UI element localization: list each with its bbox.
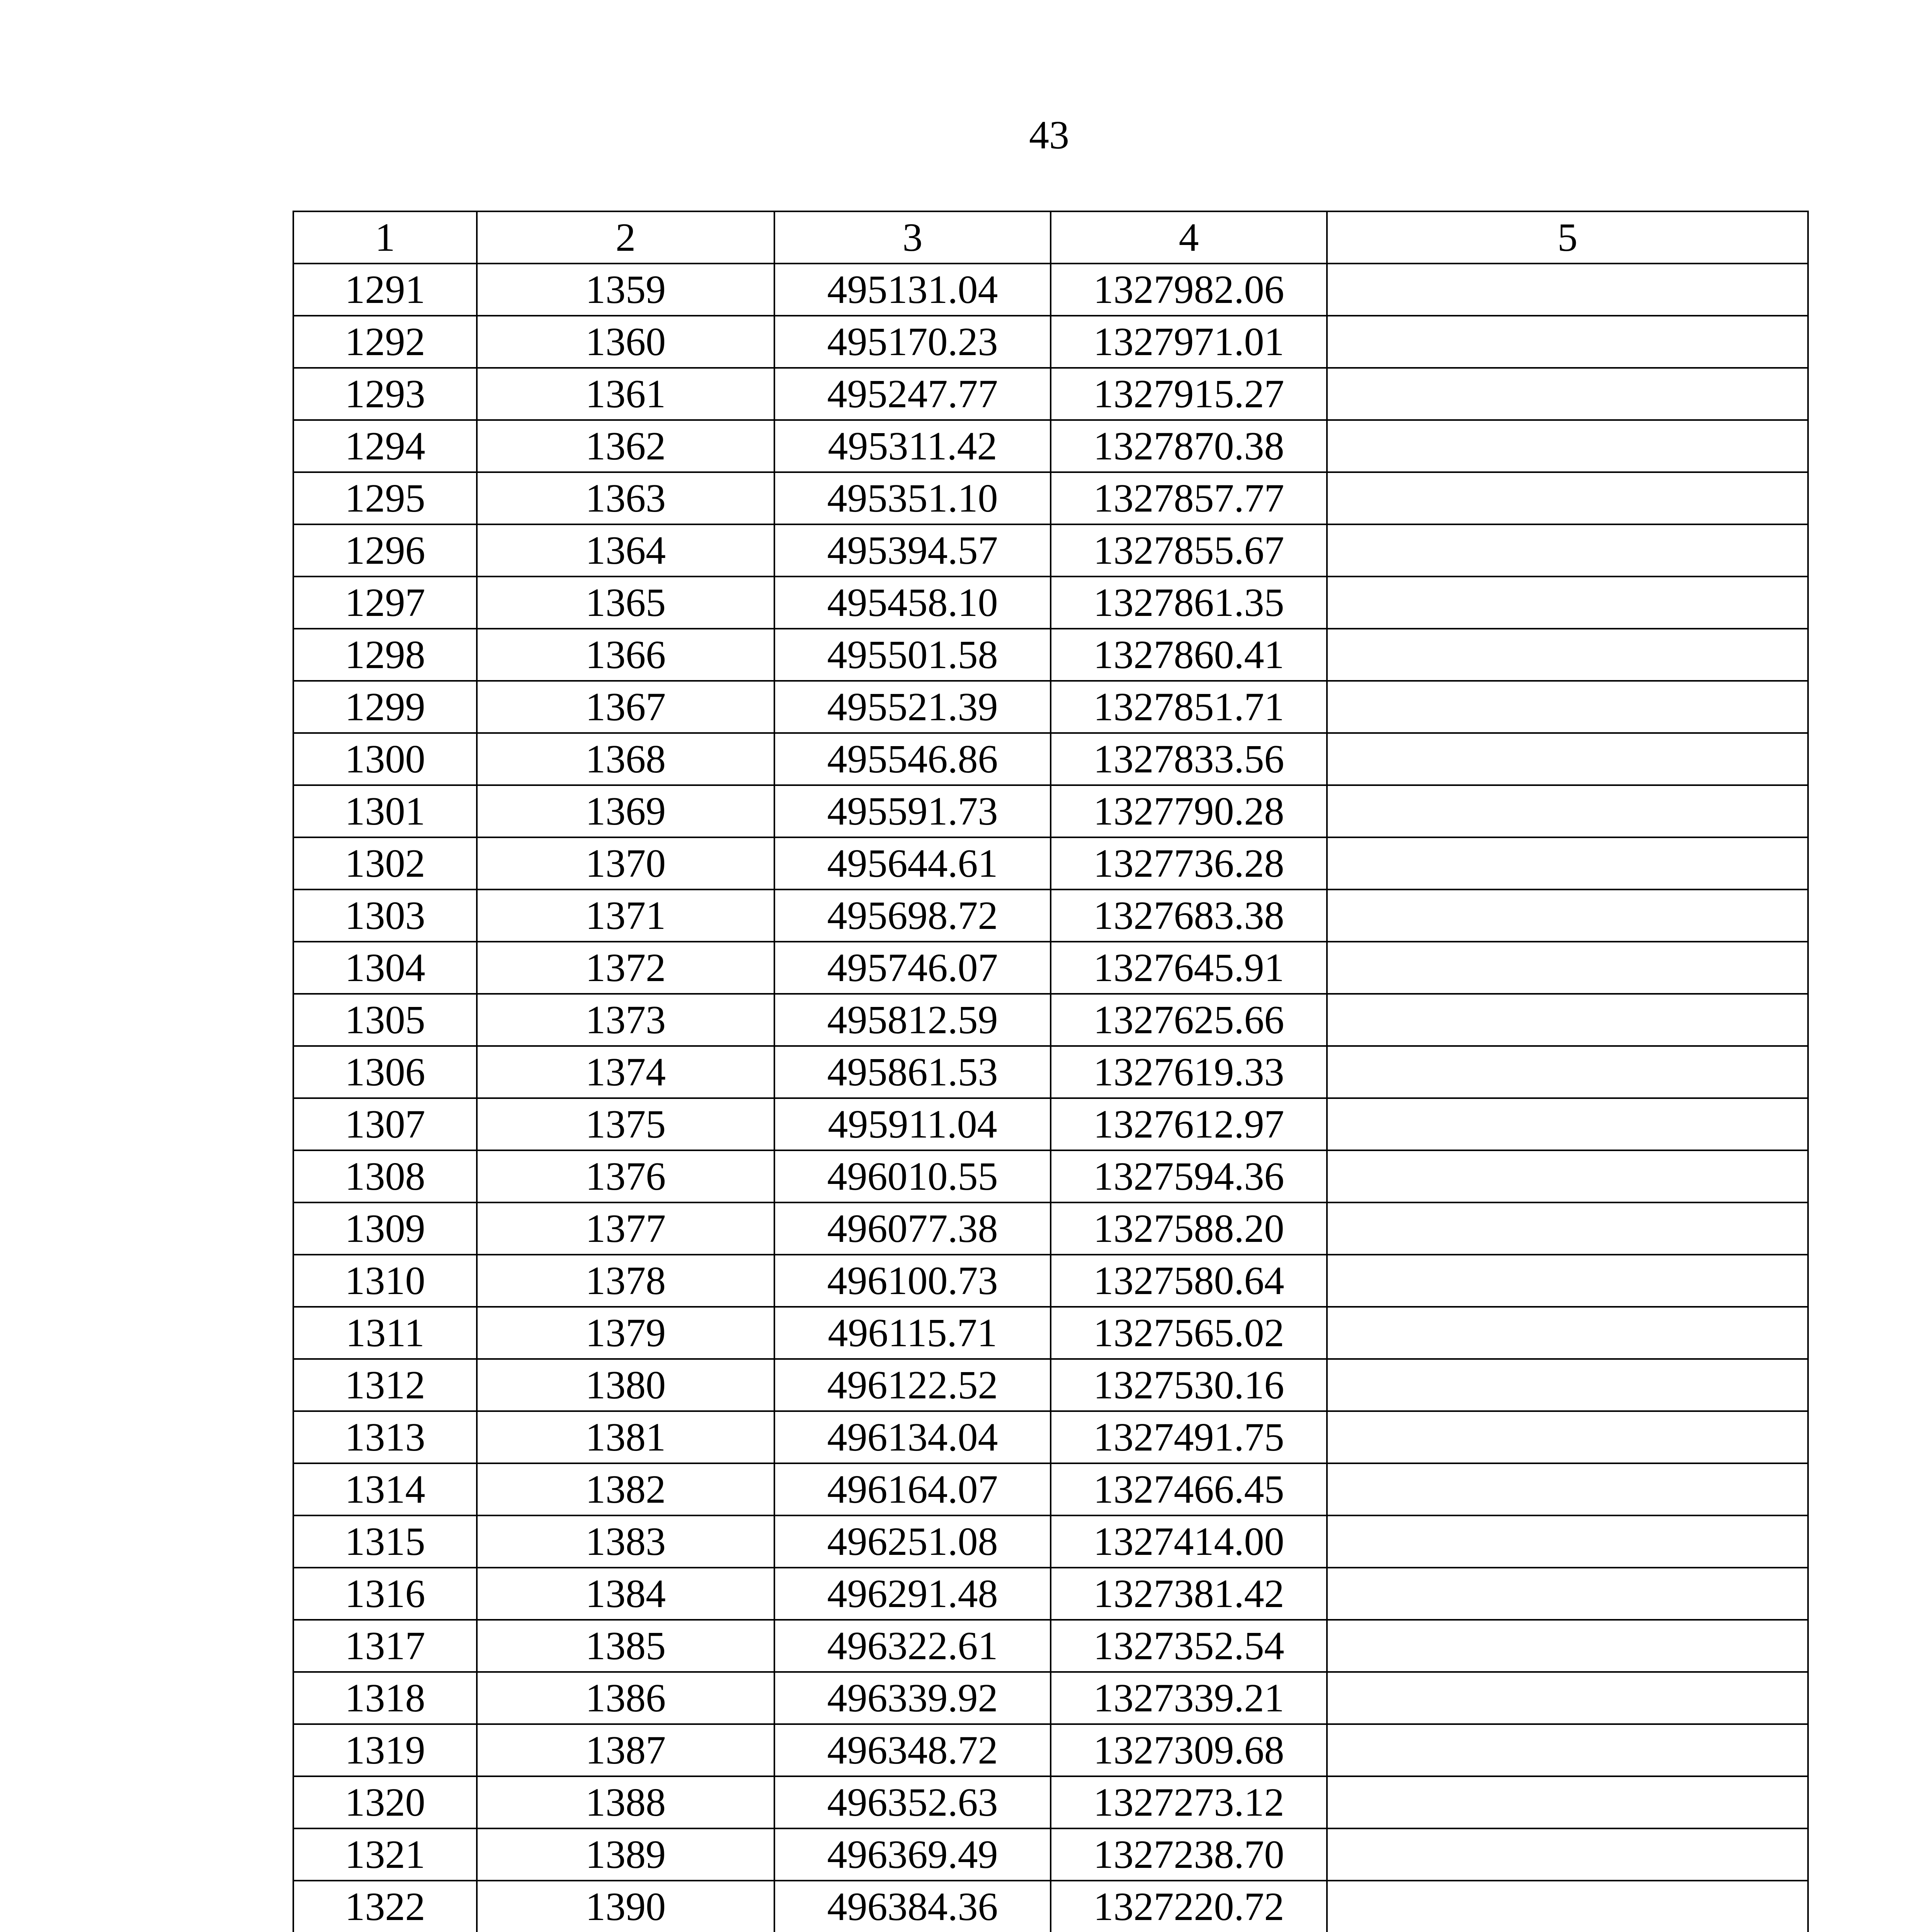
point-number-cell: 1291	[293, 264, 477, 316]
note-cell	[1327, 1202, 1808, 1255]
note-cell	[1327, 420, 1808, 472]
header-cell-4: 4	[1051, 211, 1327, 264]
note-cell	[1327, 1307, 1808, 1359]
table-row	[293, 1307, 1808, 1359]
note-cell	[1327, 1150, 1808, 1202]
point-number-cell: 1293	[293, 368, 477, 420]
sequence-number-cell: 1362	[477, 420, 774, 472]
sequence-number-cell: 1389	[477, 1828, 774, 1881]
x-coordinate-cell: 495458.10	[774, 577, 1051, 629]
note-cell	[1327, 629, 1808, 681]
sequence-number-cell: 1374	[477, 1046, 774, 1098]
note-cell	[1327, 1098, 1808, 1150]
table-row	[293, 681, 1808, 733]
table-row	[293, 1202, 1808, 1255]
sequence-number-cell: 1371	[477, 889, 774, 942]
y-coordinate-cell: 1327860.41	[1051, 629, 1327, 681]
header-cell-2: 2	[477, 211, 774, 264]
table-row	[293, 1568, 1808, 1620]
x-coordinate-cell: 495861.53	[774, 1046, 1051, 1098]
sequence-number-cell: 1363	[477, 472, 774, 524]
x-coordinate-cell: 495351.10	[774, 472, 1051, 524]
x-coordinate-cell: 495394.57	[774, 524, 1051, 577]
table-row	[293, 837, 1808, 889]
point-number-cell: 1320	[293, 1776, 477, 1828]
table-row	[293, 994, 1808, 1046]
table-row	[293, 1150, 1808, 1202]
x-coordinate-cell: 496384.36	[774, 1881, 1051, 1932]
table-row	[293, 1463, 1808, 1515]
x-coordinate-cell: 495546.86	[774, 733, 1051, 785]
y-coordinate-cell: 1327530.16	[1051, 1359, 1327, 1411]
y-coordinate-cell: 1327612.97	[1051, 1098, 1327, 1150]
y-coordinate-cell: 1327594.36	[1051, 1150, 1327, 1202]
note-cell	[1327, 1724, 1808, 1776]
table-row	[293, 1828, 1808, 1881]
table-row	[293, 1098, 1808, 1150]
x-coordinate-cell: 495698.72	[774, 889, 1051, 942]
y-coordinate-cell: 1327851.71	[1051, 681, 1327, 733]
y-coordinate-cell: 1327625.66	[1051, 994, 1327, 1046]
note-cell	[1327, 1881, 1808, 1932]
sequence-number-cell: 1364	[477, 524, 774, 577]
note-cell	[1327, 1359, 1808, 1411]
note-cell	[1327, 681, 1808, 733]
point-number-cell: 1305	[293, 994, 477, 1046]
note-cell	[1327, 368, 1808, 420]
table-row	[293, 1672, 1808, 1724]
table-row	[293, 1255, 1808, 1307]
sequence-number-cell: 1366	[477, 629, 774, 681]
sequence-number-cell: 1378	[477, 1255, 774, 1307]
x-coordinate-cell: 496339.92	[774, 1672, 1051, 1724]
sequence-number-cell: 1382	[477, 1463, 774, 1515]
y-coordinate-cell: 1327971.01	[1051, 316, 1327, 368]
point-number-cell: 1296	[293, 524, 477, 577]
sequence-number-cell: 1360	[477, 316, 774, 368]
sequence-number-cell: 1379	[477, 1307, 774, 1359]
table-row	[293, 629, 1808, 681]
x-coordinate-cell: 496100.73	[774, 1255, 1051, 1307]
x-coordinate-cell: 495501.58	[774, 629, 1051, 681]
coordinates-table	[293, 211, 1809, 1932]
x-coordinate-cell: 496115.71	[774, 1307, 1051, 1359]
point-number-cell: 1316	[293, 1568, 477, 1620]
point-number-cell: 1318	[293, 1672, 477, 1724]
y-coordinate-cell: 1327790.28	[1051, 785, 1327, 837]
note-cell	[1327, 733, 1808, 785]
point-number-cell: 1317	[293, 1620, 477, 1672]
y-coordinate-cell: 1327855.67	[1051, 524, 1327, 577]
y-coordinate-cell: 1327238.70	[1051, 1828, 1327, 1881]
sequence-number-cell: 1383	[477, 1515, 774, 1568]
point-number-cell: 1311	[293, 1307, 477, 1359]
table-row	[293, 524, 1808, 577]
point-number-cell: 1307	[293, 1098, 477, 1150]
table-row	[293, 420, 1808, 472]
header-cell-3: 3	[774, 211, 1051, 264]
table-row	[293, 1881, 1808, 1932]
x-coordinate-cell: 495311.42	[774, 420, 1051, 472]
x-coordinate-cell: 495521.39	[774, 681, 1051, 733]
point-number-cell: 1306	[293, 1046, 477, 1098]
y-coordinate-cell: 1327645.91	[1051, 942, 1327, 994]
y-coordinate-cell: 1327466.45	[1051, 1463, 1327, 1515]
note-cell	[1327, 1255, 1808, 1307]
x-coordinate-cell: 495591.73	[774, 785, 1051, 837]
x-coordinate-cell: 496369.49	[774, 1828, 1051, 1881]
y-coordinate-cell: 1327352.54	[1051, 1620, 1327, 1672]
note-cell	[1327, 577, 1808, 629]
note-cell	[1327, 994, 1808, 1046]
point-number-cell: 1303	[293, 889, 477, 942]
point-number-cell: 1314	[293, 1463, 477, 1515]
note-cell	[1327, 1515, 1808, 1568]
point-number-cell: 1297	[293, 577, 477, 629]
point-number-cell: 1301	[293, 785, 477, 837]
table-row	[293, 264, 1808, 316]
sequence-number-cell: 1380	[477, 1359, 774, 1411]
x-coordinate-cell: 496251.08	[774, 1515, 1051, 1568]
sequence-number-cell: 1369	[477, 785, 774, 837]
y-coordinate-cell: 1327491.75	[1051, 1411, 1327, 1463]
x-coordinate-cell: 495911.04	[774, 1098, 1051, 1150]
sequence-number-cell: 1373	[477, 994, 774, 1046]
header-cell-1: 1	[293, 211, 477, 264]
point-number-cell: 1294	[293, 420, 477, 472]
point-number-cell: 1298	[293, 629, 477, 681]
note-cell	[1327, 785, 1808, 837]
sequence-number-cell: 1388	[477, 1776, 774, 1828]
y-coordinate-cell: 1327220.72	[1051, 1881, 1327, 1932]
x-coordinate-cell: 496348.72	[774, 1724, 1051, 1776]
x-coordinate-cell: 496077.38	[774, 1202, 1051, 1255]
x-coordinate-cell: 495746.07	[774, 942, 1051, 994]
sequence-number-cell: 1381	[477, 1411, 774, 1463]
y-coordinate-cell: 1327982.06	[1051, 264, 1327, 316]
table-row	[293, 1411, 1808, 1463]
note-cell	[1327, 1411, 1808, 1463]
point-number-cell: 1292	[293, 316, 477, 368]
y-coordinate-cell: 1327915.27	[1051, 368, 1327, 420]
table-row	[293, 1515, 1808, 1568]
x-coordinate-cell: 496164.07	[774, 1463, 1051, 1515]
point-number-cell: 1322	[293, 1881, 477, 1932]
sequence-number-cell: 1368	[477, 733, 774, 785]
y-coordinate-cell: 1327309.68	[1051, 1724, 1327, 1776]
note-cell	[1327, 1568, 1808, 1620]
table-row	[293, 1620, 1808, 1672]
x-coordinate-cell: 496352.63	[774, 1776, 1051, 1828]
point-number-cell: 1308	[293, 1150, 477, 1202]
sequence-number-cell: 1377	[477, 1202, 774, 1255]
sequence-number-cell: 1370	[477, 837, 774, 889]
table-header-row	[293, 211, 1808, 264]
y-coordinate-cell: 1327857.77	[1051, 472, 1327, 524]
table-row	[293, 368, 1808, 420]
y-coordinate-cell: 1327736.28	[1051, 837, 1327, 889]
x-coordinate-cell: 495131.04	[774, 264, 1051, 316]
x-coordinate-cell: 496134.04	[774, 1411, 1051, 1463]
y-coordinate-cell: 1327833.56	[1051, 733, 1327, 785]
note-cell	[1327, 889, 1808, 942]
point-number-cell: 1319	[293, 1724, 477, 1776]
point-number-cell: 1300	[293, 733, 477, 785]
sequence-number-cell: 1365	[477, 577, 774, 629]
sequence-number-cell: 1385	[477, 1620, 774, 1672]
sequence-number-cell: 1359	[477, 264, 774, 316]
table-row	[293, 316, 1808, 368]
table-row	[293, 942, 1808, 994]
table-row	[293, 733, 1808, 785]
y-coordinate-cell: 1327339.21	[1051, 1672, 1327, 1724]
x-coordinate-cell: 495170.23	[774, 316, 1051, 368]
table-row	[293, 1724, 1808, 1776]
note-cell	[1327, 1463, 1808, 1515]
point-number-cell: 1315	[293, 1515, 477, 1568]
note-cell	[1327, 316, 1808, 368]
x-coordinate-cell: 495644.61	[774, 837, 1051, 889]
note-cell	[1327, 1620, 1808, 1672]
point-number-cell: 1304	[293, 942, 477, 994]
sequence-number-cell: 1367	[477, 681, 774, 733]
note-cell	[1327, 472, 1808, 524]
note-cell	[1327, 1776, 1808, 1828]
x-coordinate-cell: 495812.59	[774, 994, 1051, 1046]
y-coordinate-cell: 1327588.20	[1051, 1202, 1327, 1255]
point-number-cell: 1321	[293, 1828, 477, 1881]
point-number-cell: 1312	[293, 1359, 477, 1411]
table-row	[293, 472, 1808, 524]
sequence-number-cell: 1390	[477, 1881, 774, 1932]
y-coordinate-cell: 1327619.33	[1051, 1046, 1327, 1098]
y-coordinate-cell: 1327381.42	[1051, 1568, 1327, 1620]
x-coordinate-cell: 496010.55	[774, 1150, 1051, 1202]
y-coordinate-cell: 1327273.12	[1051, 1776, 1327, 1828]
y-coordinate-cell: 1327580.64	[1051, 1255, 1327, 1307]
x-coordinate-cell: 495247.77	[774, 368, 1051, 420]
y-coordinate-cell: 1327861.35	[1051, 577, 1327, 629]
note-cell	[1327, 524, 1808, 577]
sequence-number-cell: 1387	[477, 1724, 774, 1776]
x-coordinate-cell: 496291.48	[774, 1568, 1051, 1620]
sequence-number-cell: 1386	[477, 1672, 774, 1724]
note-cell	[1327, 1828, 1808, 1881]
note-cell	[1327, 837, 1808, 889]
x-coordinate-cell: 496322.61	[774, 1620, 1051, 1672]
table-row	[293, 1776, 1808, 1828]
header-cell-5: 5	[1327, 211, 1808, 264]
note-cell	[1327, 264, 1808, 316]
table-row	[293, 1359, 1808, 1411]
note-cell	[1327, 1046, 1808, 1098]
point-number-cell: 1295	[293, 472, 477, 524]
page-number: 43	[1029, 113, 1069, 157]
table-row	[293, 785, 1808, 837]
point-number-cell: 1313	[293, 1411, 477, 1463]
y-coordinate-cell: 1327565.02	[1051, 1307, 1327, 1359]
sequence-number-cell: 1376	[477, 1150, 774, 1202]
sequence-number-cell: 1372	[477, 942, 774, 994]
point-number-cell: 1309	[293, 1202, 477, 1255]
sequence-number-cell: 1375	[477, 1098, 774, 1150]
table-row	[293, 577, 1808, 629]
point-number-cell: 1299	[293, 681, 477, 733]
table-body	[293, 211, 1808, 1932]
x-coordinate-cell: 496122.52	[774, 1359, 1051, 1411]
table-row	[293, 1046, 1808, 1098]
note-cell	[1327, 1672, 1808, 1724]
sequence-number-cell: 1361	[477, 368, 774, 420]
y-coordinate-cell: 1327870.38	[1051, 420, 1327, 472]
point-number-cell: 1302	[293, 837, 477, 889]
y-coordinate-cell: 1327414.00	[1051, 1515, 1327, 1568]
sequence-number-cell: 1384	[477, 1568, 774, 1620]
table-row	[293, 889, 1808, 942]
note-cell	[1327, 942, 1808, 994]
y-coordinate-cell: 1327683.38	[1051, 889, 1327, 942]
point-number-cell: 1310	[293, 1255, 477, 1307]
